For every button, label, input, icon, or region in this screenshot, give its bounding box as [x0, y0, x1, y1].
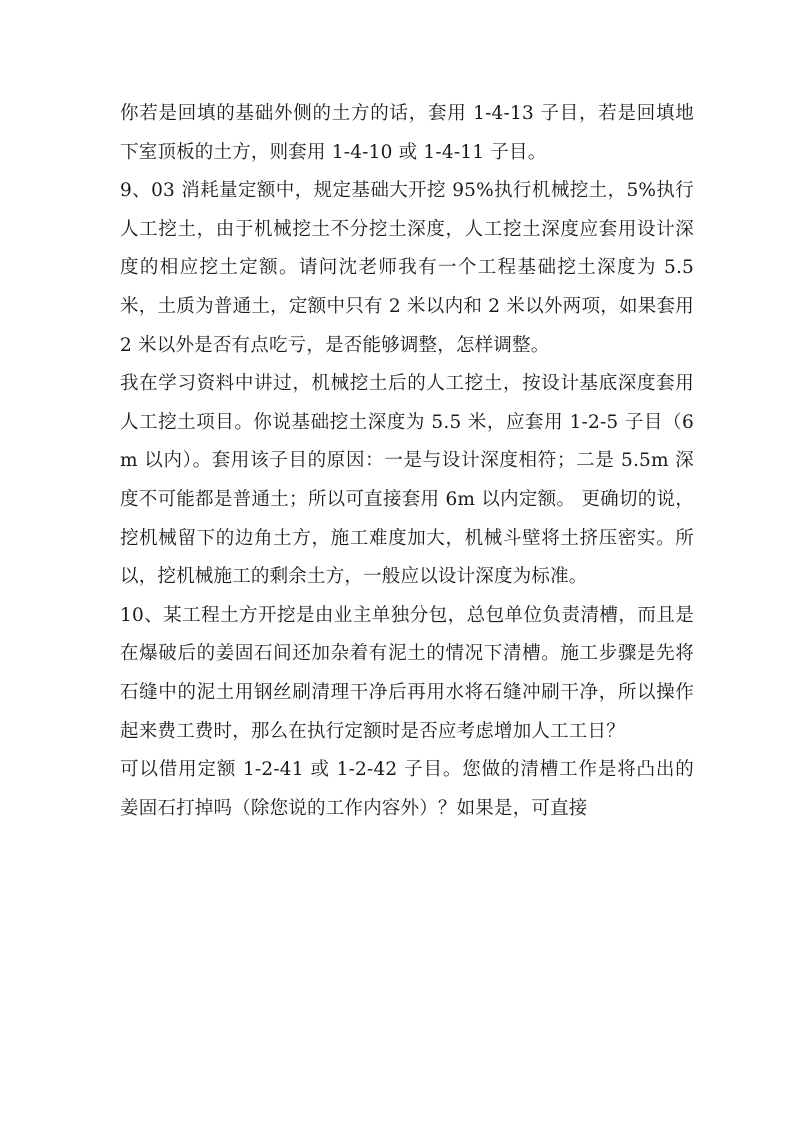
paragraph-question-9: 9、03 消耗量定额中，规定基础大开挖 95%执行机械挖土，5%执行人工挖土，由于机械挖土不分挖土深度，人工挖土深度应套用设计深度的相应挖土定额。请问沈老师我有一个工程基础挖土深度为 5.5 米，土质为普通土，定额中只有 2 米以内和 2 米以外两项，如果套用 2 米以外是否有点吃亏，是否能够调整，怎样调整。	[120, 180, 694, 356]
document-body	[120, 95, 694, 828]
paragraph-backfill-answer: 你若是回填的基础外侧的土方的话，套用 1-4-13 子目，若是回填地下室顶板的土方，则套用 1-4-10 或 1-4-11 子目。	[120, 103, 694, 163]
paragraph-answer-10: 可以借用定额 1-2-41 或 1-2-42 子目。您做的清槽工作是将凸出的姜固石打掉吗（除您说的工作内容外）？如果是，可直接	[120, 759, 694, 819]
paragraph-answer-9: 我在学习资料中讲过，机械挖土后的人工挖土，按设计基底深度套用人工挖土项目。你说基础挖土深度为 5.5 米，应套用 1-2-5 子目（6m 以内）。套用该子目的原因：一是与设计深度相符；二是 5.5m 深度不可能都是普通土；所以可直接套用 6m 以内定额。 更确切的说，挖机械留下的边角土方，施工难度加大，机械斗壁将土挤压密实。所以，挖机械施工的剩余土方，一般应以设计深度为标准。	[120, 373, 694, 588]
paragraph-question-10: 10、某工程土方开挖是由业主单独分包，总包单位负责清槽，而且是在爆破后的姜固石间还加杂着有泥土的情况下清槽。施工步骤是先将石缝中的泥土用钢丝刷清理干净后再用水将石缝冲刷干净，所以操作起来费工费时，那么在执行定额时是否应考虑增加人工工日？	[120, 604, 694, 742]
